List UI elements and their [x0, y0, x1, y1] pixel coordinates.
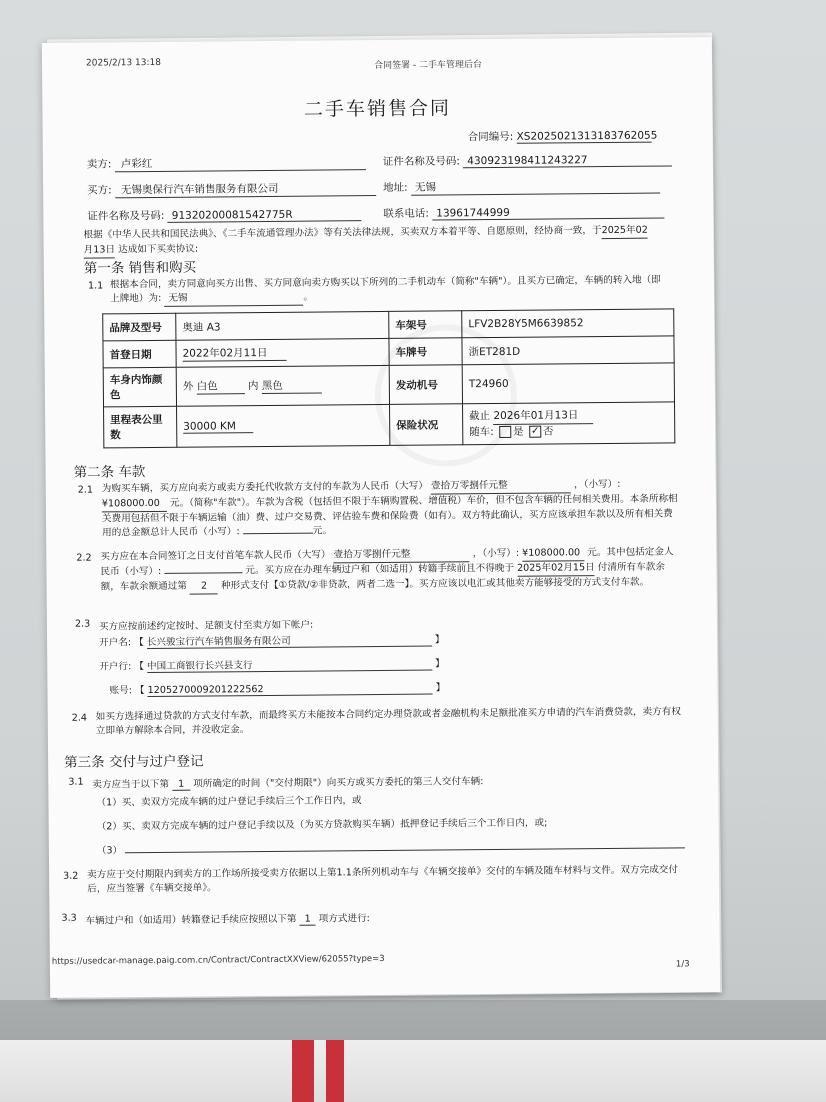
bank-row — [99, 655, 445, 673]
clause-2-2-deadline: 2025年02月15日 — [517, 561, 595, 577]
bracket-left: 【 — [134, 685, 145, 697]
with-car-label: 随车: — [469, 425, 494, 438]
color-label: 车身内饰颜色 — [103, 367, 176, 407]
footer-url: https://usedcar-manage.paig.com.cn/Contract/ContractXXView/62055?type=3 — [51, 953, 385, 967]
bracket-right: 】 — [435, 682, 446, 694]
insurance-date: 2026年01月13日 — [493, 408, 593, 425]
buyer-label: 买方: — [87, 184, 112, 197]
clause-2-4-num: 2.4 — [71, 712, 88, 724]
insurance-prefix: 截止 — [469, 409, 491, 422]
intro-date-part1: 2025年02 — [602, 224, 648, 239]
clause-2-4-text: 如买方选择通过贷款的方式支付车款，而最终买方未能按本合同约定办理贷款或者金融机构未足额批准买方申请的汽车消费贷款，卖方有权立即单方解除本合同，并没收定金。 — [95, 706, 681, 737]
clause-3-3-num: 3.3 — [61, 912, 77, 924]
insurance-label: 保险状况 — [390, 404, 463, 446]
contract-title: 二手车销售合同 — [303, 97, 452, 121]
footer-page-number: 1/3 — [675, 959, 690, 970]
clause-3-1-option-2: （2）买、卖双方完成车辆的过户登记手续以及（为买方贷款购买车辆）抵押登记手续后三个工作日内，或; — [96, 817, 548, 833]
engine-value: T24960 — [462, 363, 674, 404]
mileage-cell — [177, 404, 390, 447]
clause-3-1 — [92, 773, 483, 791]
clause-2-1-amount: ¥108000.00 — [102, 497, 167, 513]
vin-label: 车架号 — [389, 311, 462, 339]
article2-title: 第二条 车款 — [73, 464, 146, 481]
print-datetime: 2025/2/13 13:18 — [85, 57, 162, 69]
clause-3-3 — [85, 910, 370, 927]
buyer-address-label: 地址: — [383, 181, 408, 194]
reg-date-cell — [176, 338, 389, 367]
plate-label: 车牌号 — [389, 338, 462, 366]
print-page-title: 合同签署 - 二手车管理后台 — [374, 60, 483, 72]
bracket-left: 【 — [134, 661, 145, 673]
vehicle-table — [102, 308, 675, 448]
cloth-stripe — [326, 1040, 344, 1102]
buyer-address-row — [383, 178, 660, 196]
clause-3-3-option: 1 — [300, 914, 316, 926]
engine-label: 发动机号 — [389, 365, 462, 405]
buyer-id-row — [87, 206, 362, 223]
clause-2-1 — [102, 477, 682, 540]
outer-color: 白色 — [197, 378, 245, 394]
inner-prefix: 内 — [247, 380, 259, 393]
contract-number — [467, 128, 658, 145]
seller-id-value: 430923198411243227 — [463, 153, 672, 168]
clause-2-1-end: 元。 — [312, 525, 332, 537]
brand-value: 奥迪 A3 — [176, 311, 389, 340]
clause-2-2-text-d: 元。买方应在办理车辆过户和（如适用）转籍手续前且不得晚于 — [245, 562, 515, 577]
bracket-right: 】 — [435, 658, 445, 670]
buyer-phone-label: 联系电话: — [383, 207, 429, 220]
clause-3-1-text-b: 项所确定的时间（"交付期限"）向买方或买方委托的第三人交付车辆: — [193, 776, 484, 790]
buyer-address-value: 无锡 — [411, 178, 660, 196]
seller-value: 卢彩红 — [115, 154, 366, 172]
article1-title: 第一条 销售和购买 — [83, 259, 197, 277]
clause-2-1-text-c: 元。（简称"车款"）。车款为含税（包括但不限于车辆购置税、增值税）车价，但不包含车辆的任何相关费用。本条所称相关费用包括但不限于车辆运输（油）费、过户交易费、评估验车费和保险费（如有）。双方特此确认，买方应该承担车款以及所有相关费用的总金额总计人民币（小写）: — [101, 493, 678, 539]
clause-2-2-text-c: 元。其中包括定金人民币（小写）: — [100, 546, 674, 578]
contract-page — [42, 37, 720, 998]
clause-2-2-num: 2.2 — [76, 552, 92, 564]
buyer-id-label: 证件名称及号码: — [87, 209, 165, 223]
bank-account-name-row — [99, 631, 445, 649]
plate-value: 浙ET281D — [462, 336, 674, 365]
clause-3-3-text-b: 项方式进行: — [318, 913, 370, 925]
contract-number-value: XS2025021313183762055 — [516, 129, 658, 143]
clause-2-2-amount: ¥108000.00 — [522, 546, 584, 562]
outer-prefix: 外 — [182, 380, 194, 393]
seller-id-row — [383, 151, 673, 169]
clause-3-1-text-a: 卖方应当于以下第 — [92, 778, 170, 791]
seller-label: 卖方: — [86, 158, 112, 171]
account-value: 1205270009201222562 — [148, 683, 433, 697]
clause-2-2-payment-form: 2 — [190, 579, 218, 594]
buyer-id-value: 91320200081542775R — [168, 208, 362, 223]
clause-3-1-option-3-label: （3） — [96, 845, 123, 857]
bank-label: 开户行: — [99, 661, 132, 673]
bank-account-name-label: 开户名: — [99, 637, 132, 649]
clause-1-1 — [110, 273, 670, 307]
clause-3-1-option-1: （1）买、卖双方完成车辆的过户登记手续后三个工作日内，或 — [96, 795, 362, 809]
mileage-value: 30000 KM — [183, 420, 253, 434]
clause-3-2-text: 卖方应于交付期限内到卖方的工作场所接受卖方依据以上第1.1条所列机动车与《车辆交接单》交付的车辆及随车材料与文件。双方完成交付后，应当签署《车辆交接单》。 — [87, 864, 679, 895]
with-car-no-label: 否 — [542, 424, 554, 438]
clause-2-2-text-f: 种形式支付【①贷款/②非贷款，两者二选一】。买方应该以电汇或其他卖方能够接受的方式支付车款。 — [221, 576, 650, 592]
clause-3-1-option: 1 — [172, 779, 190, 791]
insurance-cell — [463, 402, 675, 445]
clause-3-1-num: 3.1 — [68, 776, 84, 788]
cloth-foreground — [0, 1040, 826, 1102]
vin-value: LFV2B28Y5M6639852 — [462, 309, 674, 338]
seller-id-label: 证件名称及号码: — [382, 155, 460, 168]
with-car-yes-checkbox — [499, 425, 511, 437]
intro-text: 根据《中华人民共和国民法典》、《二手车流通管理办法》等有关法律法规，买卖双方本着平等、自愿原则，经协商一致，于 — [83, 225, 602, 241]
clause-2-2-text-a: 买方应在本合同签订之日支付首笔车款人民币（大写） — [100, 549, 331, 563]
clause-3-2-num: 3.2 — [63, 870, 79, 882]
intro-date-part2: 月13日 — [84, 243, 116, 258]
with-car-no-checkbox — [529, 425, 541, 437]
brand-label: 品牌及型号 — [103, 313, 176, 341]
buyer-value: 无锡奥保行汽车销售服务有限公司 — [115, 180, 376, 198]
with-car-yes-label: 是 — [513, 425, 524, 438]
clause-3-3-text-a: 车辆过户和（如适用）转籍登记手续应按照以下第 — [85, 913, 297, 927]
reg-date-label: 首登日期 — [103, 340, 176, 368]
clause-2-2-text-b: ，（小写）: — [472, 547, 520, 560]
reg-date-value: 2022年02月11日 — [182, 345, 286, 362]
buyer-row — [87, 180, 376, 199]
seller-row — [87, 154, 366, 172]
buyer-phone-value: 13961744999 — [432, 206, 664, 221]
transfer-place: 无锡 — [164, 291, 303, 307]
buyer-phone-row — [383, 204, 664, 221]
color-cell — [176, 365, 389, 406]
bank-account-name-value: 长兴骏宝行汽车销售服务有限公司 — [147, 632, 432, 649]
clause-3-1-option-3 — [97, 837, 685, 856]
intro-tail: 达成如下买卖协议: — [118, 243, 199, 256]
contract-number-label: 合同编号: — [467, 130, 514, 144]
cloth-stripe — [292, 1040, 314, 1102]
clause-2-1-text-b: ，（小写）: — [573, 478, 621, 491]
inner-color: 黑色 — [262, 378, 322, 395]
account-label: 账号: — [109, 685, 132, 697]
bracket-right: 】 — [434, 634, 445, 646]
clause-2-1-num: 2.1 — [77, 484, 94, 496]
clause-1-1-dot: 。 — [303, 291, 313, 303]
clause-2-2-amount-caps: 壹拾万零捌仟元整 — [334, 547, 470, 563]
intro-paragraph — [83, 223, 683, 258]
clause-2-3-num: 2.3 — [74, 618, 91, 630]
clause-2-3-text: 买方应按前述约定按时、足额支付至卖方如下帐户: — [98, 619, 314, 633]
mileage-label: 里程表公里数 — [104, 406, 177, 448]
article3-title: 第三条 交付与过户登记 — [64, 753, 204, 771]
clause-2-2-text-e: 付清所有车款余额，车款余额通过第 — [100, 561, 665, 593]
bracket-left: 【 — [134, 637, 144, 649]
clause-2-1-amount-caps: 壹拾万零捌仟元整 — [431, 478, 571, 494]
clause-1-1-text: 根据本合同，卖方同意向买方出售、买方同意向卖方购买以下所列的二手机动车（简称"车辆"）。且买方已确定，车辆的转入地（即上牌地）为: — [109, 274, 661, 305]
bank-value: 中国工商银行长兴县支行 — [147, 656, 432, 673]
clause-1-1-num: 1.1 — [87, 280, 104, 292]
clause-2-1-text-a: 为购买车辆，买方应向卖方或卖方委托代收款方支付的车款为人民币（大写） — [101, 480, 428, 495]
account-row — [109, 679, 445, 697]
clause-2-2 — [100, 545, 682, 595]
